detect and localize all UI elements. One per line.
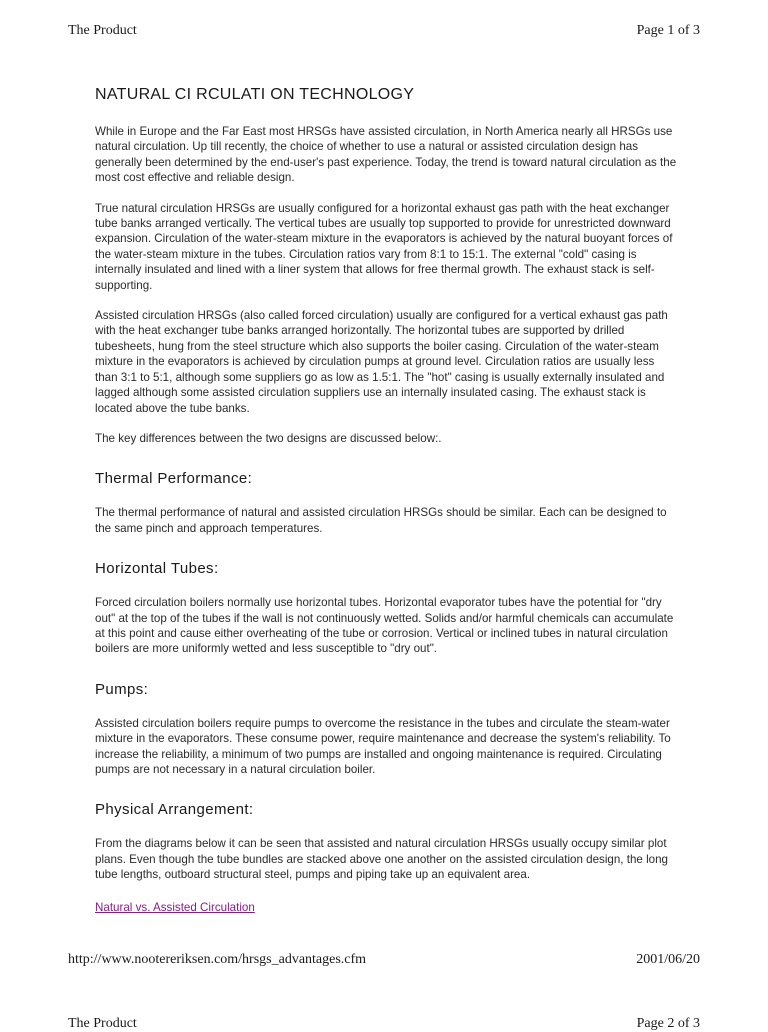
footer-url: http://www.nootereriksen.com/hrsgs_advantages.cfm [68, 952, 367, 967]
natural-vs-assisted-link[interactable]: Natural vs. Assisted Circulation [95, 900, 255, 914]
page-header [68, 23, 700, 39]
page-footer [68, 952, 700, 968]
header-page-number: Page 1 of 3 [636, 23, 700, 38]
section-heading-thermal-performance: Thermal Performance: [95, 470, 253, 488]
section-text-pumps: Assisted circulation boilers require pumps to overcome the resistance in the tubes and circulate the steam-water mixture in the evaporators. These consume power, require maintenance and decrease the system's reliability. To increase the reliability, a minimum of two pumps are installed and ongoing maintenance is required. Circulating pumps are not necessary in a natural circulation boiler. [95, 716, 671, 776]
intro-paragraph: True natural circulation HRSGs are usually configured for a horizontal exhaust gas path with the heat exchanger tube banks arranged vertically. The vertical tubes are usually top supported to provide for unrestricted downward expansion. Circulation of the water-steam mixture in the evaporators is achieved by the natural buoyant forces of the water-steam mixture in the tubes. Circulation ratios vary from 8:1 to 15:1. The external "cold" casing is internally insulated and lined with a liner system that allows for free thermal growth. The exhaust stack is self-supporting. [95, 201, 673, 292]
section-heading-physical-arrangement: Physical Arrangement: [95, 801, 254, 819]
next-page-header [68, 1016, 700, 1032]
header-title: The Product [68, 23, 137, 38]
section-text-physical-arrangement: From the diagrams below it can be seen that assisted and natural circulation HRSGs usually occupy similar plot plans. Even though the tube bundles are stacked above one another on the assisted circulation design, the long tube lengths, outboard structural steel, pumps and piping take up an equivalent area. [95, 837, 669, 882]
intro-paragraph: Assisted circulation HRSGs (also called forced circulation) usually are configured for a vertical exhaust gas path with the heat exchanger tube banks arranged horizontally. The horizontal tubes are supported by drilled tubesheets, hung from the steel structure which also supports the boiler casing. Circulation of the water-steam mixture in the evaporators is achieved by circulation pumps at ground level. Circulation ratios are usually less than 3:1 to 5:1, although some suppliers go as low as 1.5:1. The "hot" casing is usually externally insulated and lagged although some assisted circulation suppliers use an internally insulated casing. The exhaust stack is located above the tube banks. [95, 309, 668, 415]
section-heading-pumps: Pumps: [95, 680, 149, 698]
section-text-horizontal-tubes: Forced circulation boilers normally use horizontal tubes. Horizontal evaporator tubes have the potential for "dry out" at the top of the tubes if the wall is not continuously wetted. Solids and/or harmful chemicals can accumulate at this point and cause either overheating of the tube or corrosion. Vertical or inclined tubes in natural circulation boilers are more uniformly wetted and less susceptible to "dry out". [95, 596, 674, 656]
intro-paragraph: The key differences between the two designs are discussed below:. [95, 431, 442, 445]
next-header-title: The Product [68, 1016, 137, 1031]
footer-date: 2001/06/20 [636, 952, 700, 967]
document-body [95, 86, 680, 916]
section-heading-horizontal-tubes: Horizontal Tubes: [95, 560, 219, 578]
next-header-page-number: Page 2 of 3 [636, 1016, 700, 1031]
intro-paragraph: While in Europe and the Far East most HRSGs have assisted circulation, in North America nearly all HRSGs use natural circulation. Up till recently, the choice of whether to use a natural or assisted circulation design has generally been determined by the end-user's past experience. Today, the trend is toward natural circulation as the most cost effective and reliable design. [95, 125, 677, 185]
section-text-thermal-performance: The thermal performance of natural and assisted circulation HRSGs should be similar. Each can be designed to the same pinch and approach temperatures. [95, 506, 667, 535]
page-title: NATURAL CI RCULATI ON TECHNOLOGY [95, 86, 415, 103]
